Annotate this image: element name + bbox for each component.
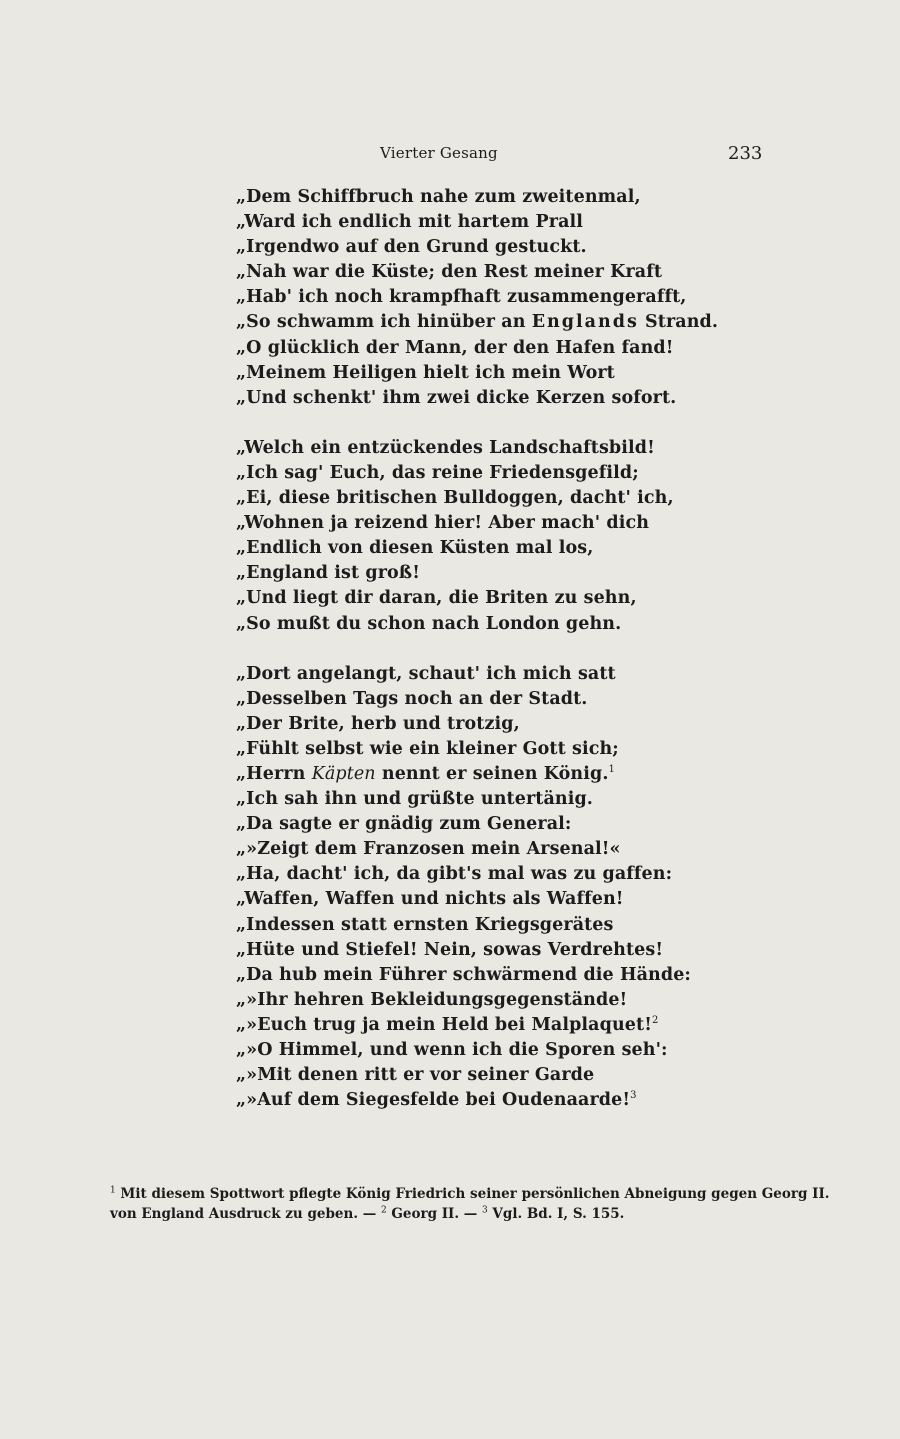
verse-text: „Herrn <box>236 763 312 784</box>
verse-line <box>236 938 796 963</box>
verse-line <box>236 737 796 762</box>
verse-text: Strand. <box>638 312 719 333</box>
verse-text: „Fühlt selbst wie ein kleiner Gott sich; <box>236 738 619 759</box>
verse-line <box>236 988 796 1013</box>
verse-text: „Nah war die Küste; den Rest meiner Kraft <box>236 262 663 283</box>
verse-emphasis: Englands <box>531 312 639 333</box>
verse-line <box>236 1013 796 1038</box>
verse-text: „Ich sag' Euch, das reine Friedensgefild; <box>236 462 639 483</box>
verse-text: „»Auf dem Siegesfelde bei Oudenaarde! <box>236 1090 631 1111</box>
verse-text: „Irgendwo auf den Grund gestuckt. <box>236 237 587 258</box>
verse-text: nennt er seinen König. <box>375 763 609 784</box>
verse-line <box>236 762 796 787</box>
verse-text: „Ich sah ihn und grüßte untertänig. <box>236 789 593 810</box>
verse-text: „Da sagte er gnädig zum General: <box>236 814 572 835</box>
footnote-text: Georg II. — <box>386 1206 482 1222</box>
verse-text: „»Zeigt dem Franzosen mein Arsenal!« <box>236 839 621 860</box>
footnote-reference: 1 <box>608 764 615 776</box>
verse-text: „Dort angelangt, schaut' ich mich satt <box>236 663 616 684</box>
poem-body <box>236 185 796 1138</box>
verse-text: „Meinem Heiligen hielt ich mein Wort <box>236 362 615 383</box>
verse-line <box>236 185 796 210</box>
verse-text: „Ha, dacht' ich, da gibt's mal was zu gaffen: <box>236 864 673 885</box>
verse-text: „Wohnen ja reizend hier! Aber mach' dich <box>236 513 650 534</box>
verse-line <box>236 310 796 335</box>
verse-text: „»Euch trug ja mein Held <box>236 1014 489 1035</box>
verse-line <box>236 386 796 411</box>
footnote-line <box>110 1184 830 1204</box>
footnote-text: von England Ausdruck zu geben. — <box>110 1206 381 1222</box>
verse-text: „Indessen statt ernsten Kriegsgerätes <box>236 914 614 935</box>
verse-line <box>236 862 796 887</box>
stanza <box>236 436 796 637</box>
verse-line <box>236 1088 796 1113</box>
verse-text: „So schwamm ich hinüber an <box>236 312 532 333</box>
verse-text: „Da hub mein Führer schwärmend die Hände: <box>236 964 691 985</box>
verse-line <box>236 812 796 837</box>
verse-line <box>236 963 796 988</box>
verse-line <box>236 586 796 611</box>
footnote-text: Mit diesem Spottwort pflegte König Friedrich seiner persönlichen Abneigung gegen Georg II. <box>115 1186 830 1202</box>
verse-line <box>236 210 796 235</box>
footnote-marker: 2 <box>380 1205 387 1216</box>
verse-text: „So mußt du schon nach London gehn. <box>236 613 622 634</box>
verse-line <box>236 887 796 912</box>
verse-text: „»O Himmel, und wenn ich die Sporen seh': <box>236 1040 668 1060</box>
verse-text: „Und schenkt' ihm zwei dicke Kerzen sofort. <box>236 387 677 408</box>
footnote-text: Vgl. Bd. I, S. 155. <box>487 1206 625 1222</box>
running-head: Vierter Gesang <box>380 144 498 162</box>
verse-text: „Desselben Tags noch an der Stadt. <box>236 688 588 709</box>
verse-emphasis: Käpten <box>311 763 376 784</box>
verse-line <box>236 285 796 310</box>
verse-line <box>236 687 796 712</box>
page-number: 233 <box>728 143 763 164</box>
footnote-line <box>110 1204 760 1224</box>
verse-line <box>236 662 796 687</box>
verse-line <box>236 235 796 260</box>
verse-line <box>236 1063 796 1088</box>
verse-text: „Waffen, Waffen und nichts als Waffen! <box>236 889 624 910</box>
verse-line <box>236 486 796 511</box>
footnote-marker: 3 <box>481 1205 488 1216</box>
verse-line <box>236 260 796 285</box>
verse-line <box>236 712 796 737</box>
verse-text: „»Ihr hehren Bekleidungsgegenstände! <box>236 989 628 1010</box>
verse-line <box>236 913 796 938</box>
verse-line <box>236 1038 796 1063</box>
verse-line <box>236 361 796 386</box>
verse-text: bei Malplaquet! <box>488 1014 652 1035</box>
verse-line <box>236 612 796 637</box>
verse-line <box>236 436 796 461</box>
verse-line <box>236 461 796 486</box>
footnote-reference: 2 <box>651 1015 659 1027</box>
verse-text: „Hab' ich noch krampfhaft zusammengerafft, <box>236 287 687 308</box>
stanza <box>236 662 796 1114</box>
verse-text: „»Mit denen ritt er vor seiner Garde <box>236 1065 595 1086</box>
verse-text: „Der Brite, herb und trotzig, <box>236 713 520 734</box>
verse-text: „O glücklich der Mann, der den Hafen fand! <box>236 337 674 358</box>
verse-text: „Endlich von diesen Küsten mal los, <box>236 538 594 559</box>
verse-line <box>236 837 796 862</box>
verse-text: „Ei, diese britischen Bulldoggen, dacht' ich, <box>236 488 674 509</box>
verse-line <box>236 536 796 561</box>
verse-text: „Ward ich endlich mit hartem Prall <box>236 212 584 233</box>
verse-text: „Welch ein entzückendes Landschaftsbild! <box>236 437 655 458</box>
stanza <box>236 185 796 411</box>
verse-line <box>236 511 796 536</box>
verse-line <box>236 336 796 361</box>
verse-text: „England ist groß! <box>236 563 420 584</box>
footnote-reference: 3 <box>630 1090 637 1102</box>
verse-line <box>236 787 796 812</box>
verse-text: „Dem Schiffbruch nahe zum zweitenmal, <box>236 187 641 207</box>
verse-text: „Und liegt dir daran, die Briten zu sehn, <box>236 588 637 609</box>
footnote <box>110 1184 830 1224</box>
verse-line <box>236 561 796 586</box>
footnote-marker: 1 <box>110 1185 116 1196</box>
verse-text: „Hüte und Stiefel! Nein, sowas Verdrehtes! <box>236 939 664 960</box>
